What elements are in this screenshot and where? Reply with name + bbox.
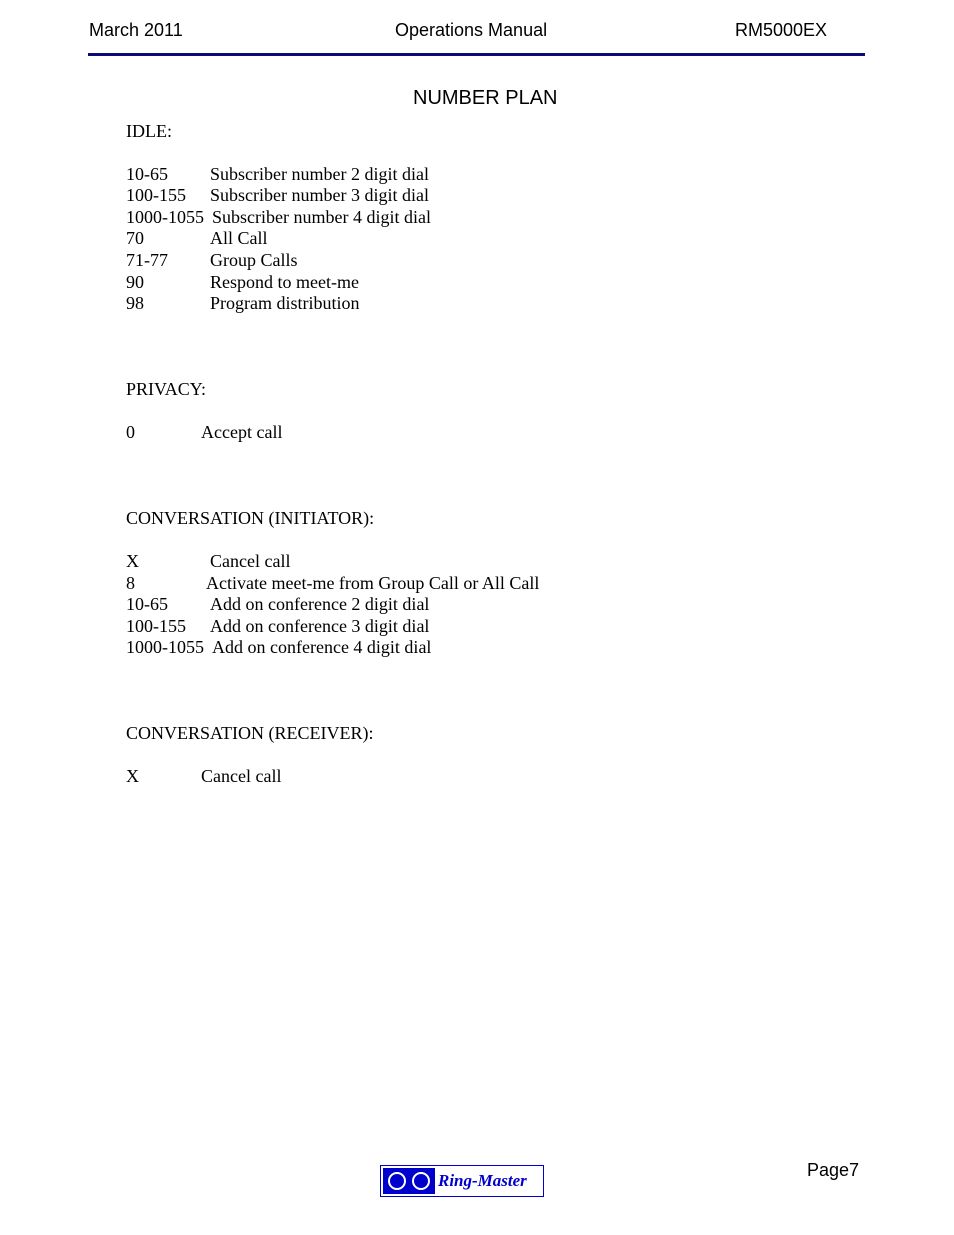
page-number: Page7 <box>807 1160 860 1180</box>
page-title: NUMBER PLAN <box>413 87 558 109</box>
dial-description: Cancel call <box>201 766 282 786</box>
dial-code: 71-77 <box>126 250 168 270</box>
header-date: March 2011 <box>89 20 183 40</box>
dial-code: 100-155 <box>126 185 186 205</box>
dial-code: 10-65 <box>126 164 168 184</box>
logo-text: Ring-Master <box>438 1171 527 1190</box>
header-title: Operations Manual <box>395 20 548 40</box>
dial-code: X <box>126 551 139 571</box>
dial-code: 10-65 <box>126 594 168 614</box>
dial-code: 100-155 <box>126 616 186 636</box>
section-heading-receiver: CONVERSATION (RECEIVER): <box>126 723 374 743</box>
dial-code: 1000-1055 <box>126 637 204 657</box>
dial-description: Add on conference 3 digit dial <box>210 616 430 636</box>
dial-description: Subscriber number 2 digit dial <box>210 164 429 184</box>
dial-code: X <box>126 766 139 786</box>
dial-code: 0 <box>126 422 135 442</box>
dial-description: Subscriber number 4 digit dial <box>212 207 431 227</box>
header-divider <box>88 53 865 56</box>
dial-description: Add on conference 4 digit dial <box>212 637 432 657</box>
dial-description: Activate meet-me from Group Call or All Call <box>206 573 540 593</box>
dial-description: Add on conference 2 digit dial <box>210 594 430 614</box>
dial-code: 8 <box>126 573 135 593</box>
dial-code: 70 <box>126 228 144 248</box>
dial-description: All Call <box>210 228 268 248</box>
section-heading-initiator: CONVERSATION (INITIATOR): <box>126 508 375 528</box>
ring-master-logo <box>380 1165 544 1197</box>
logo-rings-icon <box>383 1168 435 1194</box>
dial-code: 1000-1055 <box>126 207 204 227</box>
dial-code: 98 <box>126 293 144 313</box>
section-heading-idle: IDLE: <box>126 121 172 141</box>
section-heading-privacy: PRIVACY: <box>126 379 207 399</box>
dial-code: 90 <box>126 272 144 292</box>
dial-description: Subscriber number 3 digit dial <box>210 185 429 205</box>
dial-description: Cancel call <box>210 551 291 571</box>
header-model: RM5000EX <box>735 20 828 40</box>
dial-description: Accept call <box>201 422 283 442</box>
dial-description: Program distribution <box>210 293 360 313</box>
dial-description: Group Calls <box>210 250 298 270</box>
dial-description: Respond to meet-me <box>210 272 359 292</box>
